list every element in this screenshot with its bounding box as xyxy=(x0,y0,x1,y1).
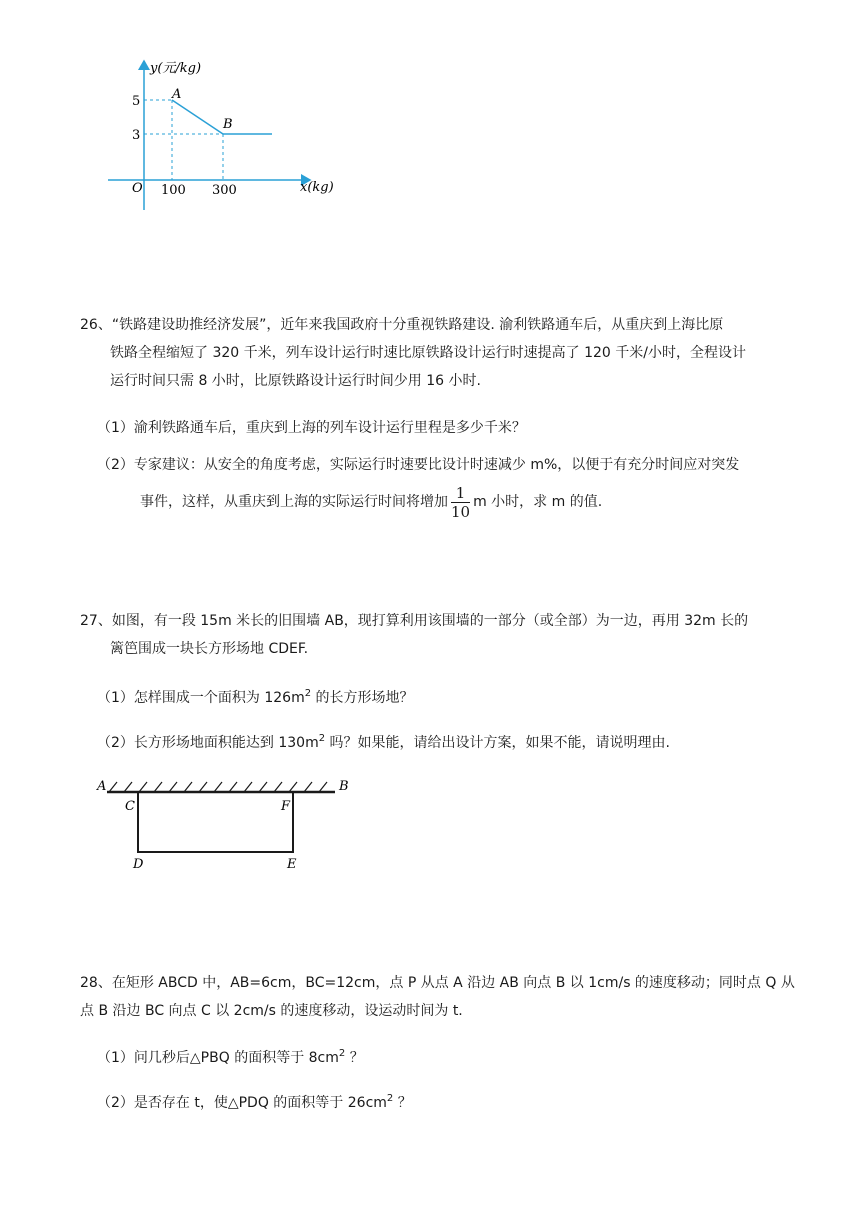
q27-part1 xyxy=(97,688,414,710)
q28-part2-post: ？ xyxy=(393,1095,412,1111)
q27-part2-sup: 2 xyxy=(318,733,326,744)
q28-part2 xyxy=(97,1093,412,1115)
y-tick-3: 3 xyxy=(132,128,141,143)
q26-part2-line1: （2）专家建议：从安全的角度考虑，实际运行时速要比设计时速减少 m%，以便于有充分时间应对突发 xyxy=(97,457,740,473)
q27-part1-post: 的长方形场地？ xyxy=(311,690,414,706)
q27-line2: 篱笆围成一块长方形场地 CDEF. xyxy=(110,641,309,657)
y-axis-label: y(元/kg) xyxy=(150,61,202,76)
q28-part1-pre: （1）问几秒后△PBQ 的面积等于 8cm xyxy=(97,1050,339,1066)
segment-ab xyxy=(172,100,223,134)
q28-line1: 28、在矩形 ABCD 中，AB=6cm，BC=12cm，点 P 从点 A 沿边 AB 向点 B 以 1cm/s 的速度移动；同时点 Q 从 xyxy=(80,975,795,991)
origin-label: O xyxy=(132,181,143,196)
q26-part2-line2-post: m 小时，求 m 的值. xyxy=(473,494,603,510)
q28-part1-post: ？ xyxy=(345,1050,364,1066)
point-b-label: B xyxy=(223,117,233,132)
q28-part1 xyxy=(97,1048,364,1070)
y-tick-5: 5 xyxy=(132,94,141,109)
q26-line1: 26、“铁路建设助推经济发展”，近年来我国政府十分重视铁路建设. 渝利铁路通车后，从重庆到上海比原 xyxy=(80,317,724,333)
label-c: C xyxy=(125,799,135,814)
q27-part1-pre: （1）怎样围成一个面积为 126m xyxy=(97,690,305,706)
q27-part1-sup: 2 xyxy=(304,688,312,699)
wall-rectangle-diagram xyxy=(95,772,360,872)
q26-part1: （1）渝利铁路通车后，重庆到上海的列车设计运行里程是多少千米？ xyxy=(97,420,526,436)
q26-part2-line2 xyxy=(140,482,602,522)
q28-part1-sup: 2 xyxy=(338,1048,346,1059)
x-tick-100: 100 xyxy=(161,183,186,198)
wall-hatching xyxy=(109,782,327,792)
fraction-numerator: 1 xyxy=(451,484,470,503)
q27-part2 xyxy=(97,733,670,755)
label-f: F xyxy=(281,799,291,814)
q26-line2: 铁路全程缩短了 320 千米，列车设计运行时速比原铁路设计运行时速提高了 120 千米/小时，全程设计 xyxy=(110,345,746,361)
q26-part2-line2-pre: 事件，这样，从重庆到上海的实际运行时间将增加 xyxy=(140,494,448,510)
fence-cdef xyxy=(138,792,293,852)
label-a: A xyxy=(97,779,107,794)
fraction-one-tenth xyxy=(451,484,470,521)
q28-part2-sup: 2 xyxy=(386,1093,394,1104)
label-b: B xyxy=(339,779,349,794)
price-graph xyxy=(100,55,345,215)
fraction-denominator: 10 xyxy=(451,502,471,521)
x-tick-300: 300 xyxy=(212,183,237,198)
q27-part2-pre: （2）长方形场地面积能达到 130m xyxy=(97,735,319,751)
q28-part2-pre: （2）是否存在 t，使△PDQ 的面积等于 26cm xyxy=(97,1095,387,1111)
q26-line3: 运行时间只需 8 小时，比原铁路设计运行时间少用 16 小时. xyxy=(110,373,481,389)
q27-line1: 27、如图，有一段 15m 米长的旧围墙 AB，现打算利用该围墙的一部分（或全部）为一边，再用 32m 长的 xyxy=(80,613,749,629)
x-axis-label: x(kg) xyxy=(300,180,334,195)
point-a-label: A xyxy=(172,87,182,102)
q28-line2: 点 B 沿边 BC 向点 C 以 2cm/s 的速度移动，设运动时间为 t. xyxy=(80,1003,463,1019)
q27-part2-post: 吗？如果能，请给出设计方案，如果不能，请说明理由. xyxy=(325,735,670,751)
label-e: E xyxy=(287,857,297,872)
label-d: D xyxy=(133,857,144,872)
